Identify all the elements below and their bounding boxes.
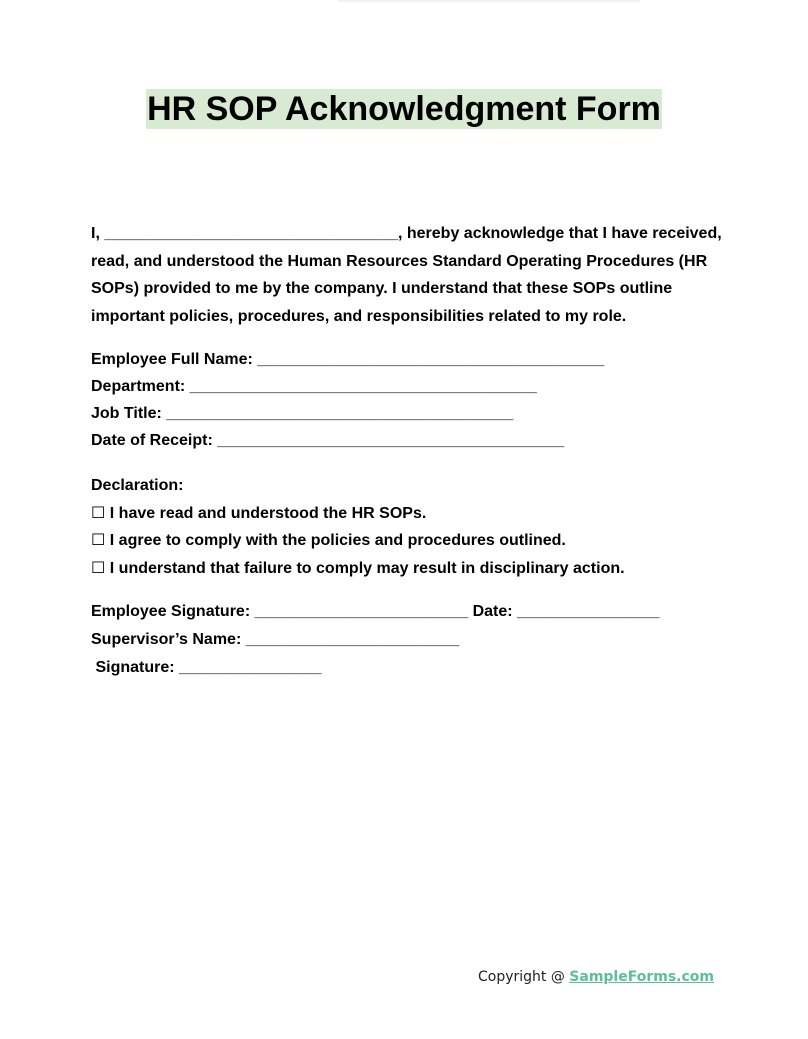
declaration-heading: Declaration: bbox=[91, 477, 184, 494]
declaration-item-read: ☐ I have read and understood the HR SOPs. bbox=[91, 504, 427, 522]
title-container bbox=[0, 89, 808, 129]
date-of-receipt-field: Date of Receipt: _______________________________________ bbox=[91, 432, 565, 449]
supervisor-name-line: Supervisor’s Name: ________________________ bbox=[91, 631, 460, 648]
top-divider bbox=[338, 0, 640, 2]
copyright-text: Copyright @ bbox=[477, 969, 570, 985]
form-body bbox=[91, 220, 731, 682]
employee-fields bbox=[91, 346, 731, 454]
supervisor-signature-line: Signature: ________________ bbox=[91, 659, 322, 676]
declaration-section bbox=[91, 472, 731, 582]
declaration-item-comply: ☐ I agree to comply with the policies and procedures outlined. bbox=[91, 532, 566, 549]
intro-paragraph: I, _________________________________, hereby acknowledge that I have received, read, and understood the Human Resources Standard Operating Procedures (HR SOPs) provided to me by the company. I understand that these SOPs outline important policies, procedures, and responsibilities related to my role. bbox=[91, 225, 722, 325]
sampleforms-link[interactable]: SampleForms.com bbox=[569, 969, 714, 985]
copyright-footer bbox=[478, 969, 714, 985]
employee-signature-line: Employee Signature: ________________________ Date: ________________ bbox=[91, 603, 660, 620]
department-field: Department: _______________________________________ bbox=[91, 378, 537, 395]
declaration-item-consequence: ☐ I understand that failure to comply may result in disciplinary action. bbox=[91, 559, 625, 577]
job-title-field: Job Title: _______________________________________ bbox=[91, 405, 514, 422]
page-title: HR SOP Acknowledgment Form bbox=[147, 90, 661, 128]
signature-section bbox=[91, 598, 731, 682]
employee-full-name-field: Employee Full Name: _______________________________________ bbox=[91, 351, 605, 368]
